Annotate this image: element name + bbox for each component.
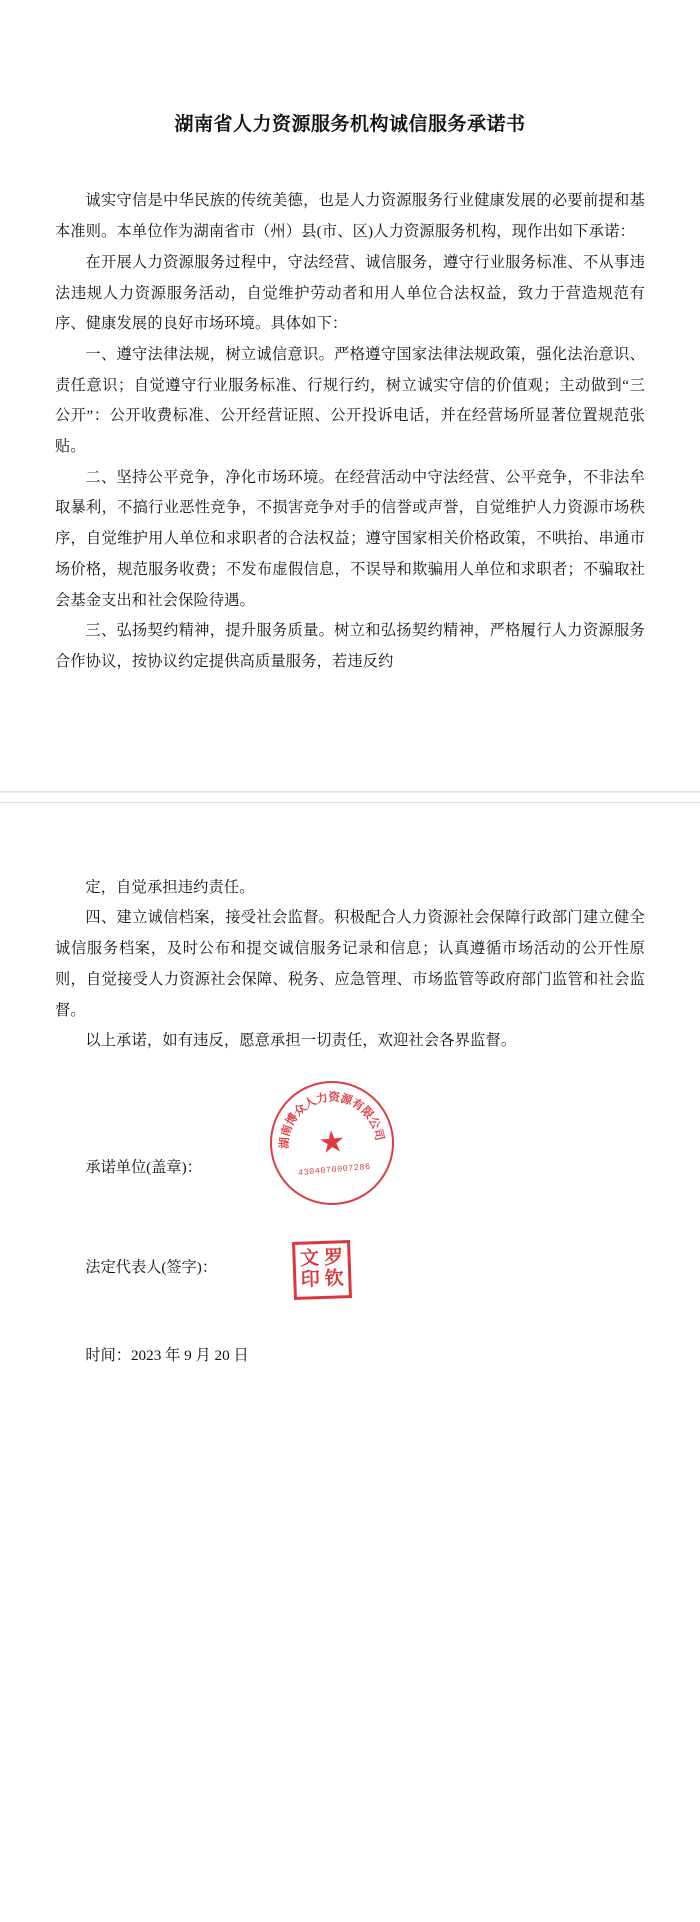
seal-char: 文: [299, 1248, 320, 1270]
paragraph: 二、坚持公平竞争，净化市场环境。在经营活动中守法经营、公平竞争，不非法牟取暴利，不搞行业恶性竞争，不损害竞争对手的信誉或声誉，自觉维护人力资源市场秩序，自觉维护用人单位和求职者的合法权益；遵守国家相关价格政策，不哄抬、串通市场价格，规范服务收费；不发布虚假信息，不误导和欺骗用人单位和求职者；不骗取社会基金支出和社会保险待遇。: [55, 468, 645, 609]
signature-block: [55, 1091, 645, 1364]
signature-unit-label: 承诺单位(盖章)：: [85, 1158, 202, 1176]
paragraph: 三、弘扬契约精神，提升服务质量。树立和弘扬契约精神，严格履行人力资源服务合作协议，按协议约定提供高质量服务，若违反约: [55, 622, 645, 670]
seal-char: 钦: [324, 1268, 345, 1290]
paragraph: 诚实守信是中华民族的传统美德，也是人力资源服务行业健康发展的必要前提和基本准则。本单位作为湖南省市（州）县(市、区)人力资源服务机构，现作出如下承诺：: [55, 192, 645, 241]
signature-date-label: 时间：2023 年 9 月 20 日: [85, 1346, 249, 1364]
seal-char: 罗: [323, 1247, 344, 1269]
page-separator: [0, 792, 700, 802]
paragraph: 一、遵守法律法规，树立诚信意识。严格遵守国家法律法规政策，强化法治意识、责任意识；自觉遵守行业服务标准、行规行约，树立诚实守信的价值观；主动做到“三公开”：公开收费标准、公开经营证照、公开投诉电话，并在经营场所显著位置规范张贴。: [55, 345, 645, 456]
paragraph: 以上承诺，如有违反，愿意承担一切责任，欢迎社会各界监督。: [85, 1032, 517, 1050]
signature-representative-label: 法定代表人(签字)：: [85, 1258, 218, 1276]
document-page-1: [0, 13, 700, 792]
company-seal-icon: [265, 1076, 399, 1210]
page-2-body: [55, 803, 645, 1057]
document-page-2: [0, 802, 700, 1922]
signature-date-row: [55, 1341, 645, 1371]
company-seal-code: 4304070007286: [297, 1161, 372, 1178]
paragraph: 定，自觉承担违约责任。: [85, 878, 255, 896]
seal-char: 印: [300, 1269, 321, 1291]
page-1-body: [55, 158, 645, 677]
paragraph: 在开展人力资源服务过程中，守法经营、诚信服务，遵守行业服务标准、不从事违法违规人力资源服务活动，自觉维护劳动者和用人单位合法权益，致力于营造规范有序、健康发展的良好市场环境。具体如下：: [55, 253, 645, 333]
paragraph: 四、建立诚信档案，接受社会监督。积极配合人力资源社会保障行政部门建立健全诚信服务档案，及时公布和提交诚信服务记录和信息；认真遵循市场活动的公开性原则，自觉接受人力资源社会保障、税务、应急管理、市场监管等政府部门监管和社会监督。: [55, 909, 645, 1019]
signature-unit-row: [55, 1153, 645, 1183]
company-seal-arc-label: 湖南博众人力资源有限公司: [278, 1091, 386, 1149]
document-container: [0, 13, 700, 1922]
signature-representative-row: [55, 1253, 645, 1283]
page-title: 湖南省人力资源服务机构诚信服务承诺书: [174, 113, 526, 135]
star-icon: ★: [317, 1124, 347, 1161]
